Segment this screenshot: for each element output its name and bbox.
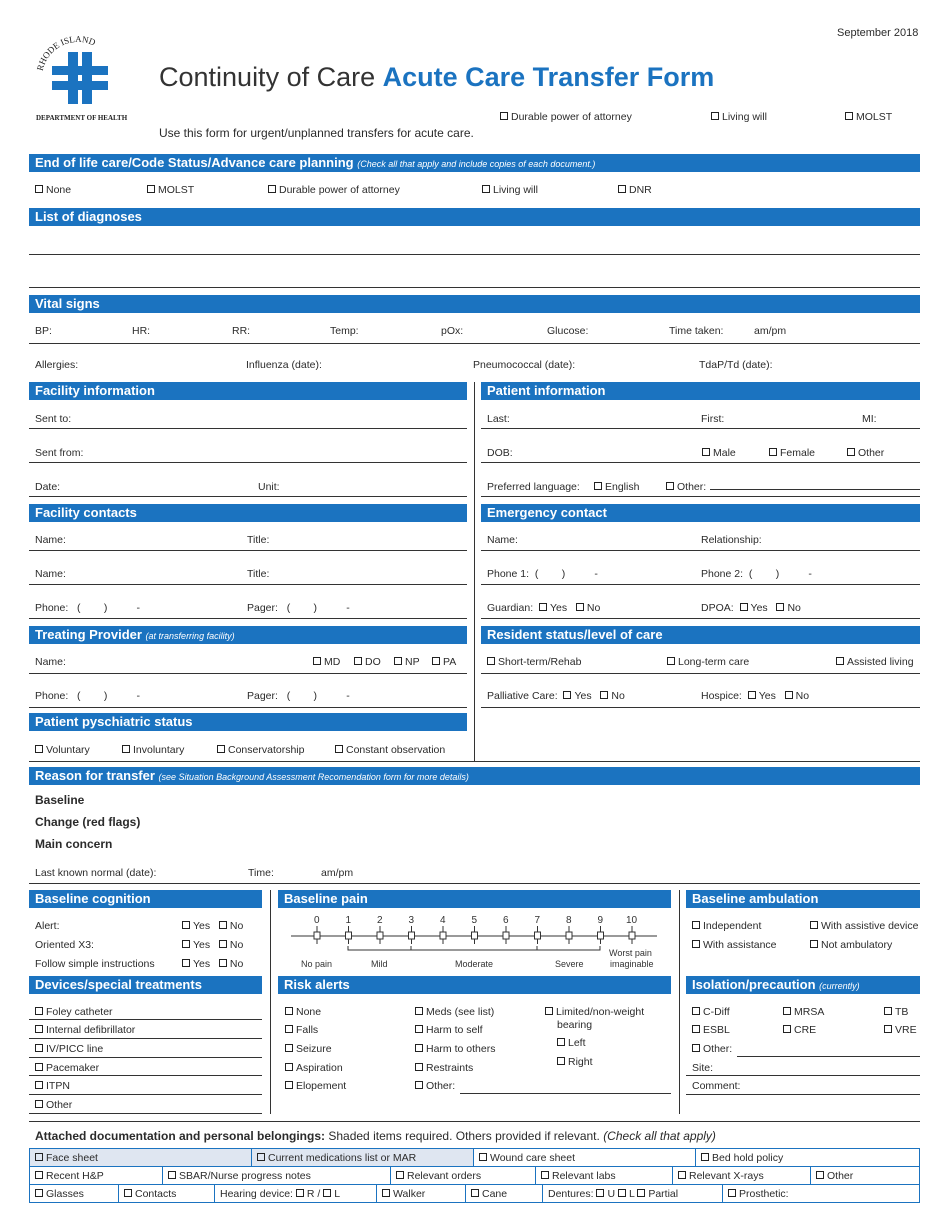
- device-pacemaker[interactable]: Pacemaker: [35, 1062, 99, 1074]
- pain-label-worst: Worst pain: [609, 948, 652, 958]
- pain-scale-number: 10: [626, 915, 638, 926]
- svg-text:DEPARTMENT OF HEALTH: DEPARTMENT OF HEALTH: [36, 114, 128, 122]
- att-recent-hp[interactable]: Recent H&P: [30, 1167, 163, 1185]
- reason-header: Reason for transfer (see Situation Background Assessment Recomendation form for more details): [29, 767, 920, 785]
- attached-note: Shaded items required. Others provided if relevant.: [328, 1129, 600, 1143]
- language-english[interactable]: English: [594, 481, 639, 493]
- vital-temp: Temp:: [330, 325, 359, 337]
- provider-do[interactable]: DO: [354, 656, 381, 668]
- palliative-yes[interactable]: Yes: [563, 690, 591, 702]
- pain-scale-number: 8: [566, 915, 572, 926]
- cog-oriented-yes[interactable]: Yes: [182, 939, 210, 951]
- iso-esbl[interactable]: ESBL: [692, 1024, 730, 1036]
- attached-title: Attached documentation and personal belongings:: [35, 1129, 326, 1143]
- att-other[interactable]: Other: [811, 1167, 920, 1185]
- cog-follow-yes[interactable]: Yes: [182, 958, 210, 970]
- amb-independent[interactable]: Independent: [692, 920, 761, 932]
- cognition-header: Baseline cognition: [29, 890, 262, 908]
- att-xrays[interactable]: Relevant X-rays: [673, 1167, 811, 1185]
- ri-health-logo: [28, 26, 128, 126]
- mi-label: MI:: [862, 413, 877, 425]
- hospice-no[interactable]: No: [785, 690, 809, 702]
- top-check-living-will[interactable]: Living will: [711, 111, 767, 123]
- facility-header: Facility information: [29, 382, 467, 400]
- att-dentures[interactable]: Dentures: U L Partial: [543, 1185, 723, 1203]
- emergency-relationship: Relationship:: [701, 534, 762, 546]
- phone2-label: Phone 2:: [701, 568, 744, 580]
- eol-none[interactable]: None: [35, 184, 71, 196]
- att-bed-hold[interactable]: Bed hold policy: [696, 1149, 920, 1167]
- risk-limited-weight-bearing: bearing: [557, 1019, 593, 1031]
- guardian-label: Guardian:: [487, 602, 534, 614]
- vital-pox: pOx:: [441, 325, 464, 337]
- amb-assistive-device[interactable]: With assistive device: [810, 920, 918, 932]
- first-label: First:: [701, 413, 725, 425]
- pain-label-imaginable: imaginable: [610, 959, 654, 969]
- ambulation-header: Baseline ambulation: [686, 890, 920, 908]
- contact-phone-format: ( ) -: [77, 602, 141, 614]
- pain-scale-number: 9: [597, 915, 604, 926]
- pain-label-none: No pain: [301, 959, 333, 969]
- eol-molst[interactable]: MOLST: [147, 184, 194, 196]
- date-label: Date:: [35, 481, 61, 493]
- pain-scale-box[interactable]: [472, 932, 478, 939]
- att-wound-care[interactable]: Wound care sheet: [474, 1149, 696, 1167]
- risk-meds[interactable]: Meds (see list): [415, 1006, 494, 1018]
- risk-restraints[interactable]: Restraints: [415, 1062, 473, 1074]
- pain-scale-box[interactable]: [566, 932, 572, 939]
- pain-scale-number: 4: [440, 915, 446, 926]
- pain-scale-box[interactable]: [503, 932, 509, 939]
- iso-cre[interactable]: CRE: [783, 1024, 816, 1036]
- sex-other[interactable]: Other: [847, 447, 884, 459]
- risk-elopement[interactable]: Elopement: [285, 1080, 346, 1092]
- pain-scale: [285, 910, 665, 972]
- risk-seizure[interactable]: Seizure: [285, 1043, 332, 1055]
- psych-voluntary[interactable]: Voluntary: [35, 744, 90, 756]
- pain-label-severe: Severe: [555, 959, 584, 969]
- title-bold: Acute Care Transfer Form: [382, 62, 715, 92]
- attached-row2: [29, 1166, 920, 1185]
- reason-change: Change (red flags): [35, 815, 141, 829]
- iso-other[interactable]: Other:: [692, 1043, 732, 1055]
- title-light: Continuity of Care: [159, 62, 376, 92]
- palliative-label: Palliative Care:: [487, 690, 558, 702]
- pain-scale-number: 1: [345, 915, 352, 926]
- lkn-time: Time:: [248, 867, 274, 879]
- risk-harm-self[interactable]: Harm to self: [415, 1024, 483, 1036]
- contact-pager-label: Pager:: [247, 602, 278, 614]
- sex-female[interactable]: Female: [769, 447, 815, 459]
- device-foley[interactable]: Foley catheter: [35, 1006, 113, 1018]
- pain-scale-box[interactable]: [598, 932, 604, 939]
- contact1-title: Title:: [247, 534, 270, 546]
- isolation-header: Isolation/precaution (currently): [686, 976, 920, 994]
- contact2-title: Title:: [247, 568, 270, 580]
- iso-tb[interactable]: TB: [884, 1006, 908, 1018]
- top-check-dpoa[interactable]: Durable power of attorney: [500, 111, 632, 123]
- att-glasses[interactable]: Glasses: [30, 1185, 119, 1203]
- reason-baseline: Baseline: [35, 793, 85, 807]
- attached-row1: [29, 1148, 920, 1167]
- att-orders[interactable]: Relevant orders: [391, 1167, 536, 1185]
- diagnoses-line[interactable]: [29, 287, 920, 288]
- hospice-label: Hospice:: [701, 690, 742, 702]
- pain-scale-box[interactable]: [346, 932, 352, 939]
- iso-site: Site:: [692, 1062, 714, 1074]
- risk-header: Risk alerts: [278, 976, 671, 994]
- subtitle: Use this form for urgent/unplanned transfers for acute care.: [159, 126, 474, 140]
- vital-rr: RR:: [232, 325, 251, 337]
- pain-scale-number: 7: [534, 915, 541, 926]
- dob-label: DOB:: [487, 447, 513, 459]
- resident-header: Resident status/level of care: [481, 626, 920, 644]
- vital-hr: HR:: [132, 325, 151, 337]
- palliative-no[interactable]: No: [600, 690, 624, 702]
- att-contacts[interactable]: Contacts: [119, 1185, 215, 1203]
- provider-md[interactable]: MD: [313, 656, 340, 668]
- cog-oriented-no[interactable]: No: [219, 939, 243, 951]
- pain-label-moderate: Moderate: [455, 959, 494, 969]
- pneumococcal-label: Pneumococcal (date):: [473, 359, 576, 371]
- att-labs[interactable]: Relevant labs: [536, 1167, 673, 1185]
- pain-scale-box[interactable]: [629, 932, 635, 939]
- contact1-name: Name:: [35, 534, 66, 546]
- influenza-label: Influenza (date):: [246, 359, 322, 371]
- top-check-molst[interactable]: MOLST: [845, 111, 892, 123]
- risk-none[interactable]: None: [285, 1006, 321, 1018]
- iso-mrsa[interactable]: MRSA: [783, 1006, 824, 1018]
- device-itpn[interactable]: ITPN: [35, 1080, 70, 1092]
- form-date: September 2018: [837, 27, 919, 39]
- eol-dnr[interactable]: DNR: [618, 184, 652, 196]
- eol-header: End of life care/Code Status/Advance care planning (Check all that apply and include copies of each document.): [29, 154, 920, 172]
- att-cane[interactable]: Cane: [466, 1185, 543, 1203]
- vital-bp: BP:: [35, 325, 52, 337]
- att-walker[interactable]: Walker: [377, 1185, 466, 1203]
- tdap-label: TdaP/Td (date):: [699, 359, 773, 371]
- provider-name: Name:: [35, 656, 66, 668]
- eol-living-will[interactable]: Living will: [482, 184, 538, 196]
- contact-pager-format: ( ) -: [286, 602, 350, 614]
- pain-scale-box[interactable]: [440, 932, 446, 939]
- cog-alert-yes[interactable]: Yes: [182, 920, 210, 932]
- provider-phone-label: Phone:: [35, 690, 69, 702]
- risk-limited-weight[interactable]: Limited/non-weight: [545, 1006, 644, 1018]
- amb-with-assistance[interactable]: With assistance: [692, 939, 777, 951]
- risk-other[interactable]: Other:: [415, 1080, 455, 1092]
- phone1-label: Phone 1:: [487, 568, 530, 580]
- att-medications[interactable]: Current medications list or MAR: [252, 1149, 474, 1167]
- amb-not-ambulatory[interactable]: Not ambulatory: [810, 939, 892, 951]
- contact-phone-label: Phone:: [35, 602, 69, 614]
- cog-alert: Alert:: [35, 920, 60, 932]
- contact2-name: Name:: [35, 568, 66, 580]
- cog-alert-no[interactable]: No: [219, 920, 243, 932]
- lkn-ampm: am/pm: [321, 867, 354, 879]
- vitals-header: Vital signs: [29, 295, 920, 313]
- pain-scale-number: 2: [377, 915, 383, 926]
- provider-pager-format: ( ) -: [286, 690, 350, 702]
- patient-header: Patient information: [481, 382, 920, 400]
- hospice-yes[interactable]: Yes: [748, 690, 776, 702]
- att-sbar[interactable]: SBAR/Nurse progress notes: [163, 1167, 391, 1185]
- emergency-name: Name:: [487, 534, 518, 546]
- pain-scale-number: 6: [503, 915, 509, 926]
- svg-text:RHODE ISLAND: RHODE ISLAND: [34, 33, 97, 72]
- emergency-header: Emergency contact: [481, 504, 920, 522]
- pain-scale-box[interactable]: [409, 932, 415, 939]
- device-defibrillator[interactable]: Internal defibrillator: [35, 1024, 135, 1036]
- dpoa-no[interactable]: No: [776, 602, 800, 614]
- sex-male[interactable]: Male: [702, 447, 736, 459]
- iso-vre[interactable]: VRE: [884, 1024, 917, 1036]
- psych-constant-observation[interactable]: Constant observation: [335, 744, 445, 756]
- provider-pager-label: Pager:: [247, 690, 278, 702]
- phone2-format: ( ) -: [748, 568, 812, 580]
- vital-time: Time taken:: [669, 325, 724, 337]
- sent-from-label: Sent from:: [35, 447, 84, 459]
- risk-left[interactable]: Left: [557, 1037, 586, 1049]
- pain-header: Baseline pain: [278, 890, 671, 908]
- diagnoses-line[interactable]: [29, 254, 920, 255]
- guardian-no[interactable]: No: [576, 602, 600, 614]
- dpoa-yes[interactable]: Yes: [740, 602, 768, 614]
- contacts-header: Facility contacts: [29, 504, 467, 522]
- resident-assisted[interactable]: Assisted living: [836, 656, 914, 668]
- devices-header: Devices/special treatments: [29, 976, 262, 994]
- provider-phone-format: ( ) -: [77, 690, 141, 702]
- risk-harm-others[interactable]: Harm to others: [415, 1043, 495, 1055]
- device-iv-picc[interactable]: IV/PICC line: [35, 1043, 103, 1055]
- psych-conservatorship[interactable]: Conservatorship: [217, 744, 304, 756]
- attached-row3: [29, 1184, 920, 1203]
- cog-oriented: Oriented X3:: [35, 939, 94, 951]
- att-prosthetic[interactable]: Prosthetic:: [723, 1185, 920, 1203]
- phone1-format: ( ) -: [534, 568, 598, 580]
- risk-right[interactable]: Right: [557, 1056, 593, 1068]
- pain-scale-number: 5: [471, 915, 478, 926]
- allergies-label: Allergies:: [35, 359, 79, 371]
- device-other[interactable]: Other: [35, 1099, 72, 1111]
- iso-cdiff[interactable]: C-Diff: [692, 1006, 730, 1018]
- risk-aspiration[interactable]: Aspiration: [285, 1062, 343, 1074]
- reason-main-concern: Main concern: [35, 837, 113, 851]
- pain-scale-box[interactable]: [377, 932, 383, 939]
- iso-comment: Comment:: [692, 1080, 741, 1092]
- language-other[interactable]: Other:: [666, 481, 706, 493]
- provider-pa[interactable]: PA: [432, 656, 456, 668]
- diagnoses-header: List of diagnoses: [29, 208, 920, 226]
- att-hearing[interactable]: Hearing device: R / L: [215, 1185, 377, 1203]
- dpoa-label: DPOA:: [701, 602, 734, 614]
- vital-ampm: am/pm: [754, 325, 787, 337]
- pain-label-mild: Mild: [371, 959, 388, 969]
- pain-scale-box[interactable]: [314, 932, 320, 939]
- pain-scale-number: 0: [314, 915, 320, 926]
- cog-follow-no[interactable]: No: [219, 958, 243, 970]
- lkn-label: Last known normal (date):: [35, 867, 157, 879]
- unit-label: Unit:: [258, 481, 280, 493]
- last-label: Last:: [487, 413, 510, 425]
- attached-note2: (Check all that apply): [603, 1129, 716, 1143]
- vital-glucose: Glucose:: [547, 325, 589, 337]
- guardian-yes[interactable]: Yes: [539, 602, 567, 614]
- psych-involuntary[interactable]: Involuntary: [122, 744, 184, 756]
- sent-to-label: Sent to:: [35, 413, 72, 425]
- resident-long-term[interactable]: Long-term care: [667, 656, 749, 668]
- language-label: Preferred language:: [487, 481, 580, 493]
- provider-header: Treating Provider (at transferring facility): [29, 626, 467, 644]
- cog-follow: Follow simple instructions: [35, 958, 155, 970]
- att-face-sheet[interactable]: Face sheet: [30, 1149, 252, 1167]
- psych-header: Patient pyschiatric status: [29, 713, 467, 731]
- eol-dpoa[interactable]: Durable power of attorney: [268, 184, 400, 196]
- pain-scale-number: 3: [408, 915, 415, 926]
- risk-falls[interactable]: Falls: [285, 1024, 318, 1036]
- resident-short-term[interactable]: Short-term/Rehab: [487, 656, 581, 668]
- provider-np[interactable]: NP: [394, 656, 420, 668]
- pain-scale-box[interactable]: [535, 932, 541, 939]
